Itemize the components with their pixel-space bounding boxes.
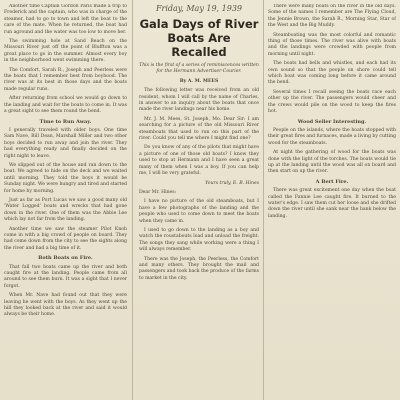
middle-column bbox=[139, 4, 259, 400]
column-divider-right bbox=[263, 0, 264, 400]
left-paragraph: After returning from school we would go down to the landing and wait for the boats to come in. It was a great sight to see them round the bend. bbox=[4, 96, 127, 115]
left-subhead-1: Time to Run Away. bbox=[39, 118, 92, 125]
left-paragraph: The Comfort, Sarah R., Joseph and Peerless were the boats that I remember best from boyhood. The river was at its best in those days and the boats made regular runs. bbox=[4, 67, 127, 92]
middle-paragraph: Do you know of any of the pilots that might have a picture of one of those old boats? I know they used to stop at Hermann and I have seen a great many of them when I was a boy. If you can help me, I will be very grateful. bbox=[139, 145, 259, 177]
right-paragraph: People on the islands, where the boats stopped with their great fires and furnaces, made a living by cutting wood for the steamboats. bbox=[268, 127, 396, 146]
article-deck: This is the first of a series of reminiscences written for the Hermann Advertiser-Courier. bbox=[139, 63, 259, 75]
right-paragraph: Steamboating was the most colorful and romantic thing of those times. The river was alive with boats and the landings were crowded with people from morning until night. bbox=[268, 32, 396, 57]
middle-paragraph: Mr. J. M. Mees, St. Joseph, Mo. Dear Sir: I am searching for a picture of the old Missouri River steamboats that used to run on this part of the river. Could you tell me where I might find one? bbox=[139, 116, 259, 142]
dateline: Friday, May 19, 1939 bbox=[155, 4, 242, 13]
right-paragraph: The boats had bells and whistles, and each had its own sound so that the people on shore could tell which boat was coming long before it came around the bend. bbox=[268, 61, 396, 86]
middle-paragraph: I used to go down to the landing as a boy and watch the roustabouts load and unload the freight. The songs they sang while working were a thing I will always remember. bbox=[139, 227, 259, 253]
left-paragraph: Just as far as Port Lucas we saw a good many old 'Water Logged' boats and wrecks that had gone down in the river. One of them was the Abbie Lee which lay not far from the landing. bbox=[4, 197, 127, 223]
left-paragraph: I generally traveled with older boys. One time Sam Nave, Bill Dean, Marshall Miller and two other boys decided to run away and join the river. They had everything ready and finally decided on the right night to leave. bbox=[4, 127, 127, 159]
article-byline: By A. M. MEES bbox=[179, 78, 219, 84]
left-subhead-2: Both Boats on Fire. bbox=[38, 255, 93, 262]
left-paragraph: Another time Captain Gordon Paris made a trip to Frederick and the captain, who was in charge of the steamer, had to go to town and left the boat to the care of the mate. When he returned, the boat had run aground and the water was too low to move her. bbox=[4, 4, 127, 35]
right-paragraph: At night the gathering of wood for the boats was done with the light of the torches. The boats would tie up at the landing until the wood was all on board and then start on up the river. bbox=[268, 150, 396, 175]
right-subhead-2: A Bert Fire. bbox=[315, 178, 349, 185]
column-divider-left bbox=[132, 0, 133, 400]
right-column bbox=[268, 4, 396, 400]
right-paragraph: There was great excitement one day when the boat called the Fannie Lee caught fire. It burned to the water's edge. I saw them cut her loose and she drifted down the river until she sank near the bank below the landing. bbox=[268, 188, 396, 219]
left-paragraph: Another time we saw the steamer Pilot Knob come in with a big crowd of people on board. They had come down from the city to see the sights along the river and had a big time of it. bbox=[4, 226, 127, 251]
middle-paragraph: There was the Joseph, the Peerless, the Comfort and many others. They brought the mail and passengers and took back the produce of the farms to market in the city. bbox=[139, 256, 259, 281]
left-paragraph: The swimming hole at Sand Beach on the Missouri River just off the point of Bluffton was a great place to go in the summer. Almost every boy in the neighborhood went swimming there. bbox=[4, 39, 127, 64]
left-column bbox=[4, 4, 127, 400]
left-paragraph: We slipped out of the house and ran down to the boat. We agreed to hide on the deck and we waited until morning. They told the boys it would be Sunday night. We were hungry and tired and started for home by morning. bbox=[4, 162, 127, 194]
right-subhead-1: Wood Seller Interesting. bbox=[297, 118, 367, 125]
right-paragraph: Several times I recall seeing the boats race each other up the river. The passengers would cheer and the crews would pile on the wood to keep the fires hot. bbox=[268, 89, 396, 115]
right-paragraph: There were many boats on the river in the old days. Some of the names I remember are The Flying Cloud, the Jennie Brown, the Sarah R., Morning Star, Star of the West and the Big Muddy. bbox=[268, 4, 396, 29]
letter-signoff: Yours truly, E. B. Hines bbox=[205, 180, 259, 186]
left-paragraph: That fall two boats came up the river and both caught fire at the landing. People came from all around to see them burn. It was a sight that I never forgot. bbox=[4, 264, 127, 289]
middle-paragraph: I have no picture of the old steamboats, but I have a few photographs of the landing and the people who used to come down to meet the boats when they came in. bbox=[139, 199, 259, 224]
left-paragraph: When Mr. Nave had found out that they were leaving he went with the boys. As they went up the hill they looked back at the river and said it would always be their home. bbox=[4, 293, 127, 318]
middle-paragraph: The following letter was received from an old resident, whom I will call by the name of Charles, in answer to an inquiry about the boats that once made the river landings near his home. bbox=[139, 88, 259, 113]
letter-salutation: Dear Mr. Hines: bbox=[139, 189, 177, 195]
article-headline: Gala Days of River Boats Are Recalled bbox=[139, 17, 259, 59]
